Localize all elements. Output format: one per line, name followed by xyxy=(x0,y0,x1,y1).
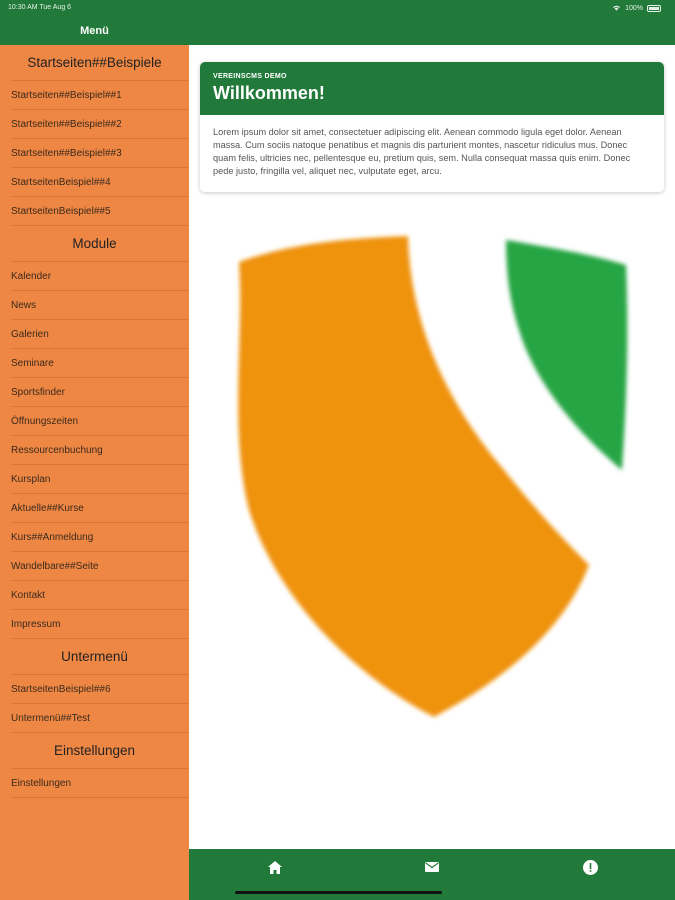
menu-group xyxy=(11,768,189,798)
card-subtitle: VEREINSCMS DEMO xyxy=(213,73,287,80)
section-header: Untermenü xyxy=(61,649,128,664)
info-icon[interactable] xyxy=(582,859,598,875)
menu-item[interactable]: Kursplan xyxy=(11,464,189,493)
menu-title: Menü xyxy=(80,25,109,37)
menu-item[interactable]: Einstellungen xyxy=(11,768,189,797)
home-indicator xyxy=(235,891,442,894)
menu-group xyxy=(11,674,189,733)
status-time: 10:30 AM Tue Aug 6 xyxy=(8,4,72,11)
battery-percent: 100% xyxy=(625,5,643,12)
main-content xyxy=(189,0,675,900)
menu-item[interactable]: Galerien xyxy=(11,319,189,348)
battery-icon xyxy=(647,5,661,12)
bottom-tab-bar xyxy=(189,849,675,900)
section-header: Einstellungen xyxy=(53,743,136,758)
mail-icon[interactable] xyxy=(424,859,440,875)
menu-item[interactable]: StartseitenBeispiel##6 xyxy=(11,674,189,703)
menu-item[interactable]: Ressourcenbuchung xyxy=(11,435,189,464)
card-header xyxy=(200,62,664,115)
menu-item[interactable]: Seminare xyxy=(11,348,189,377)
menu-item[interactable]: Kontakt xyxy=(11,580,189,609)
menu-item[interactable]: Kalender xyxy=(11,261,189,290)
menu-item[interactable]: Wandelbare##Seite xyxy=(11,551,189,580)
menu-list[interactable] xyxy=(0,45,189,798)
menu-item[interactable]: Kurs##Anmeldung xyxy=(11,522,189,551)
home-icon[interactable] xyxy=(267,859,283,875)
card-body: Lorem ipsum dolor sit amet, consectetuer adipiscing elit. Aenean commodo ligula eget dolor. Aenean massa. Cum sociis natoque penatibus et magnis dis parturient montes, nascetur ridiculus mus. Donec quam felis, ultricies nec, pellentesque eu, pretium quis, sem. Nulla consequat massa quis enim. Donec pede justo, fringilla vel, aliquet nec, vulputate eget, arcu. xyxy=(213,127,631,176)
sidebar-header xyxy=(0,0,189,45)
menu-item[interactable]: Untermenü##Test xyxy=(11,703,189,732)
card-title: Willkommen! xyxy=(213,83,325,103)
menu-item[interactable]: Aktuelle##Kurse xyxy=(11,493,189,522)
menu-item[interactable]: StartseitenBeispiel##4 xyxy=(11,167,189,196)
menu-item[interactable]: Öffnungszeiten xyxy=(11,406,189,435)
section-header: Startseiten##Beispiele xyxy=(27,55,162,70)
menu-item[interactable]: News xyxy=(11,290,189,319)
menu-item[interactable]: Sportsfinder xyxy=(11,377,189,406)
menu-item[interactable]: StartseitenBeispiel##5 xyxy=(11,196,189,225)
menu-item[interactable]: Impressum xyxy=(11,609,189,638)
welcome-card xyxy=(200,62,664,192)
sidebar xyxy=(0,0,189,900)
menu-group xyxy=(11,261,189,639)
club-logo xyxy=(234,230,675,725)
menu-group xyxy=(11,80,189,226)
menu-item[interactable]: Startseiten##Beispiel##1 xyxy=(11,80,189,109)
wifi-icon xyxy=(612,4,621,13)
main-header xyxy=(189,0,675,45)
logo-green-leaf xyxy=(506,240,627,470)
status-right xyxy=(612,4,661,13)
section-header: Module xyxy=(72,236,117,251)
menu-item[interactable]: Startseiten##Beispiel##2 xyxy=(11,109,189,138)
menu-item[interactable]: Startseiten##Beispiel##3 xyxy=(11,138,189,167)
